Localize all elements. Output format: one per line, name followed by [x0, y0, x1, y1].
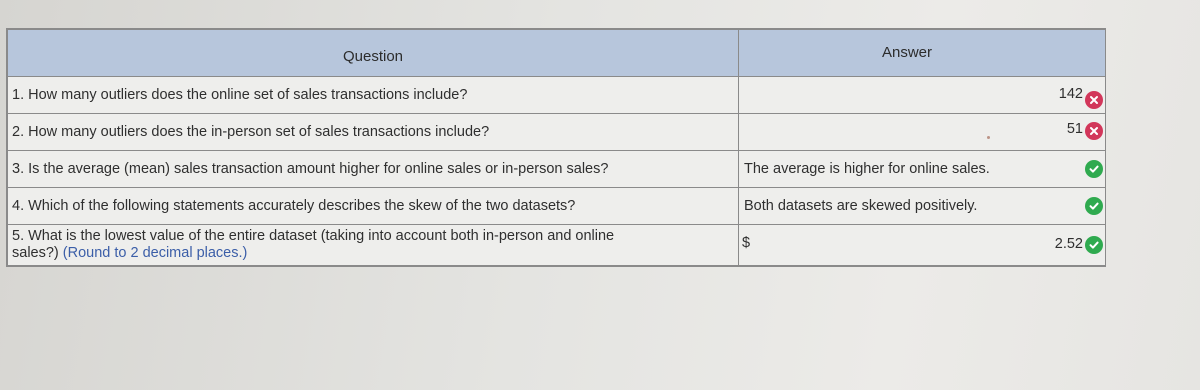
currency-symbol: $: [742, 235, 751, 251]
table-row: [8, 188, 1106, 225]
answer-value: 2.52: [1054, 236, 1083, 252]
question-text: 2. How many outliers does the in-person set of sales transactions include?: [8, 114, 739, 151]
table-row: [8, 151, 1106, 188]
answer-selected-text: The average is higher for online sales.: [744, 161, 990, 177]
question-column-header: Question: [8, 30, 739, 77]
check-circle-icon: [1085, 160, 1103, 178]
question-cell: [8, 225, 739, 266]
answer-dropdown[interactable]: [739, 188, 1106, 225]
rounding-hint: (Round to 2 decimal places.): [62, 245, 248, 261]
question-text-line2: sales?): [12, 245, 59, 261]
table-row: [8, 225, 1106, 266]
question-text-line1: 5. What is the lowest value of the entire dataset (taking into account both in-person and online: [12, 228, 615, 244]
answer-column-header: Answer: [739, 30, 1106, 77]
dust-speck: [987, 136, 990, 139]
check-circle-icon: [1085, 197, 1103, 215]
table-row: [8, 77, 1106, 114]
question-text: 3. Is the average (mean) sales transaction amount higher for online sales or in-person sales?: [8, 151, 739, 188]
answer-table: [6, 28, 1106, 267]
check-circle-icon: [1085, 236, 1103, 254]
answer-dropdown[interactable]: [739, 151, 1106, 188]
question-text: 1. How many outliers does the online set of sales transactions include?: [8, 77, 739, 114]
x-circle-icon: [1085, 91, 1103, 109]
answer-selected-text: Both datasets are skewed positively.: [744, 198, 978, 214]
x-circle-icon: [1085, 122, 1103, 140]
answer-field[interactable]: [739, 114, 1106, 151]
answer-value: 51: [1066, 121, 1083, 137]
answer-value: 142: [1058, 86, 1083, 102]
question-text: 4. Which of the following statements accurately describes the skew of the two datasets?: [8, 188, 739, 225]
answer-field[interactable]: [739, 225, 1106, 266]
answer-field[interactable]: [739, 77, 1106, 114]
table-row: [8, 114, 1106, 151]
